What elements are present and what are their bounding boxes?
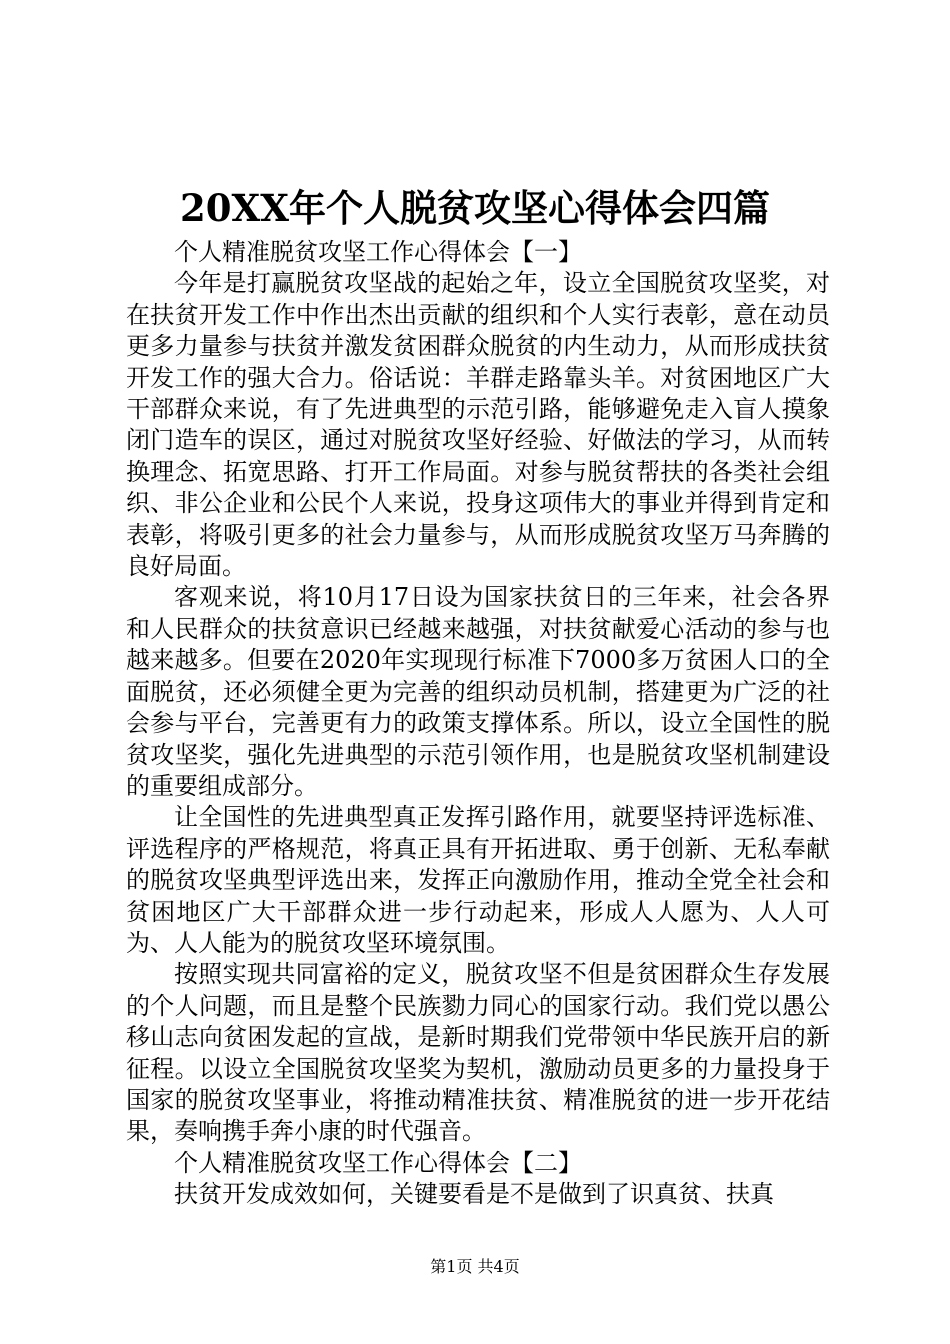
section-heading-1: 个人精准脱贫攻坚工作心得体会【一】 — [174, 238, 582, 266]
paragraph: 按照实现共同富裕的定义，脱贫攻坚不但是贫困群众生存发展的个人问题，而且是整个民族勠力同心的国家行动。我们党以愚公移山志向贫困发起的宣战，是新时期我们党带领中华民族开启的新征程。以设立全国脱贫攻坚奖为契机，激励动员更多的力量投身于国家的脱贫攻坚事业，将推动精准扶贫、精准脱贫的进一步开花结果，奏响携手奔小康的时代强音。 — [126, 960, 830, 1146]
paragraph: 今年是打赢脱贫攻坚战的起始之年，设立全国脱贫攻坚奖，对在扶贫开发工作中作出杰出贡献的组织和个人实行表彰，意在动员更多力量参与扶贫并激发贫困群众脱贫的内生动力，从而形成扶贫开发工作的强大合力。俗话说：羊群走路靠头羊。对贫困地区广大干部群众来说，有了先进典型的示范引路，能够避免走入盲人摸象闭门造车的误区，通过对脱贫攻坚好经验、好做法的学习，从而转换理念、拓宽思路、打开工作局面。对参与脱贫帮扶的各类社会组织、非公企业和公民个人来说，投身这项伟大的事业并得到肯定和表彰，将吸引更多的社会力量参与，从而形成脱贫攻坚万马奔腾的良好局面。 — [126, 269, 830, 581]
document-title: 20XX年个人脱贫攻坚心得体会四篇 — [180, 186, 770, 230]
paragraph: 客观来说，将10月17日设为国家扶贫日的三年来，社会各界和人民群众的扶贫意识已经越来越强，对扶贫献爱心活动的参与也越来越多。但要在2020年实现现行标准下7000多万贫困人口的全面脱贫，还必须健全更为完善的组织动员机制，搭建更为广泛的社会参与平台，完善更有力的政策支撑体系。所以，设立全国性的脱贫攻坚奖，强化先进典型的示范引领作用，也是脱贫攻坚机制建设的重要组成部分。 — [126, 583, 830, 800]
paragraph: 让全国性的先进典型真正发挥引路作用，就要坚持评选标准、评选程序的严格规范，将真正具有开拓进取、勇于创新、无私奉献的脱贫攻坚典型评选出来，发挥正向激励作用，推动全党全社会和贫困地区广大干部群众进一步行动起来，形成人人愿为、人人可为、人人能为的脱贫攻坚环境氛围。 — [126, 803, 830, 957]
document-body — [126, 237, 830, 1211]
paragraph: 扶贫开发成效如何，关键要看是不是做到了识真贫、扶真 — [174, 1180, 774, 1209]
page-footer: 第1页 共4页 — [430, 1257, 520, 1276]
section-heading-2: 个人精准脱贫攻坚工作心得体会【二】 — [174, 1148, 582, 1177]
